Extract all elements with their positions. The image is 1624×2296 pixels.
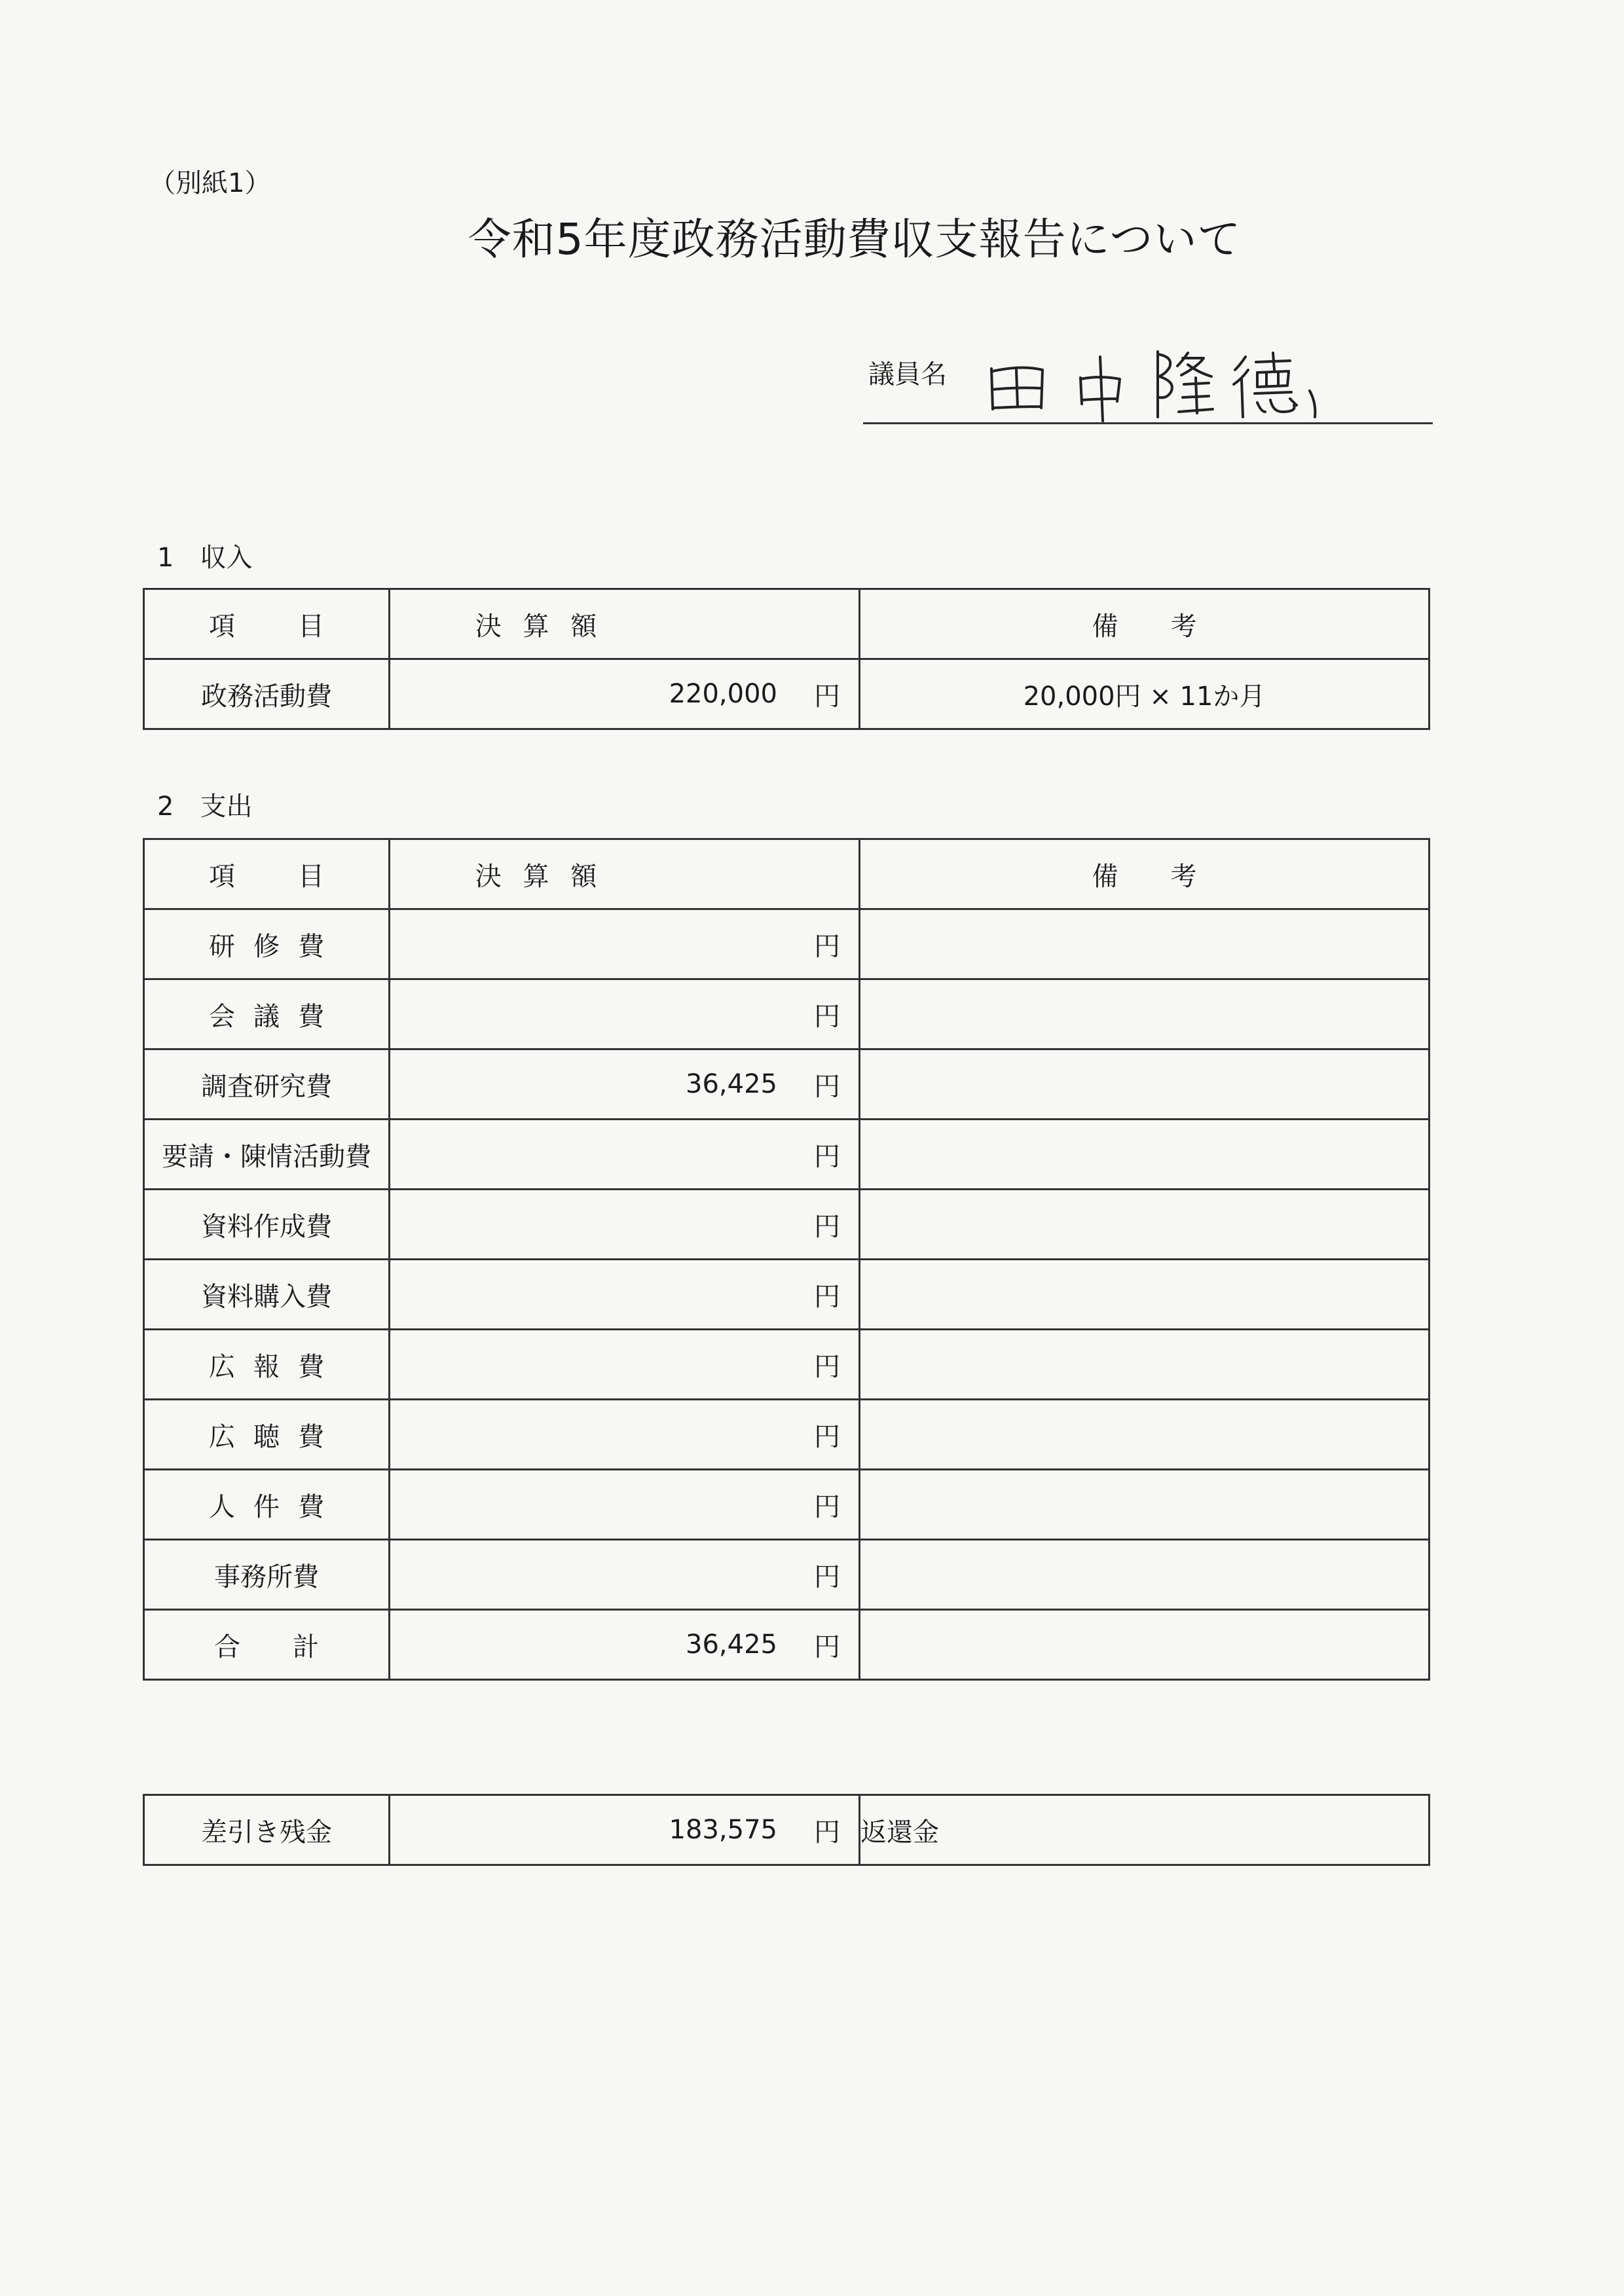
balance-item: 差引き残金 (201, 1817, 332, 1848)
row-unit: 円 (814, 1351, 840, 1382)
row-item: 資料作成費 (201, 1211, 332, 1242)
table-row (144, 1470, 1430, 1540)
income-table (143, 588, 1430, 730)
table-row (144, 1120, 1430, 1190)
table-row (144, 1540, 1430, 1610)
balance-remarks: 返還金 (860, 1817, 939, 1848)
header-item: 項 目 (209, 861, 342, 892)
balance-amount: 183,575 (669, 1815, 777, 1845)
row-item: 広報費 (209, 1351, 342, 1382)
row-unit: 円 (814, 1491, 840, 1522)
header-item: 項 目 (209, 611, 342, 642)
page-title: 令和5年度政務活動費収支報告について (468, 214, 1242, 264)
header-amount: 決 算 額 (475, 861, 604, 892)
income-section-label: 1 収入 (157, 543, 253, 573)
row-unit: 円 (814, 1421, 840, 1452)
row-unit: 円 (814, 1561, 840, 1592)
row-item: 事務所費 (214, 1561, 319, 1592)
row-item: 研修費 (209, 931, 342, 962)
row-item: 要請・陳情活動費 (162, 1141, 371, 1172)
row-unit: 円 (814, 1141, 840, 1172)
row-unit: 円 (814, 1071, 840, 1102)
row-unit: 円 (814, 1631, 840, 1662)
member-name-underline (863, 422, 1433, 424)
row-item: 資料購入費 (201, 1281, 332, 1312)
table-row (144, 909, 1430, 979)
row-amount: 220,000 (669, 679, 777, 709)
row-item: 人件費 (209, 1491, 342, 1522)
row-unit: 円 (814, 1001, 840, 1032)
row-amount: 36,425 (686, 1069, 777, 1099)
row-item: 調査研究費 (201, 1071, 332, 1102)
member-name-label: 議員名 (868, 359, 947, 390)
row-item: 合計 (214, 1631, 371, 1662)
row-unit: 円 (814, 681, 840, 712)
table-row (144, 1400, 1430, 1470)
balance-table (143, 1794, 1430, 1866)
balance-row (144, 1795, 1430, 1865)
attachment-label: （別紙1） (149, 168, 271, 198)
table-header-row (144, 839, 1430, 909)
row-item: 政務活動費 (201, 681, 332, 712)
row-remarks: 20,000円 × 11か月 (1023, 681, 1266, 712)
table-row (144, 1190, 1430, 1260)
row-item: 会議費 (209, 1001, 342, 1032)
table-row (144, 1260, 1430, 1330)
balance-unit: 円 (814, 1817, 840, 1848)
table-row (144, 659, 1430, 729)
header-amount: 決 算 額 (475, 611, 604, 642)
expenditure-table (143, 838, 1430, 1681)
table-row (144, 1330, 1430, 1400)
header-remarks: 備 考 (1092, 861, 1197, 892)
header-remarks: 備 考 (1092, 611, 1197, 642)
member-signature (982, 344, 1349, 422)
expenditure-section-label: 2 支出 (157, 792, 253, 822)
total-row (144, 1610, 1430, 1680)
row-unit: 円 (814, 931, 840, 962)
row-amount: 36,425 (686, 1630, 777, 1660)
row-unit: 円 (814, 1211, 840, 1242)
table-row (144, 979, 1430, 1049)
row-item: 広聴費 (209, 1421, 342, 1452)
table-row (144, 1049, 1430, 1120)
table-header-row (144, 589, 1430, 659)
row-unit: 円 (814, 1281, 840, 1312)
